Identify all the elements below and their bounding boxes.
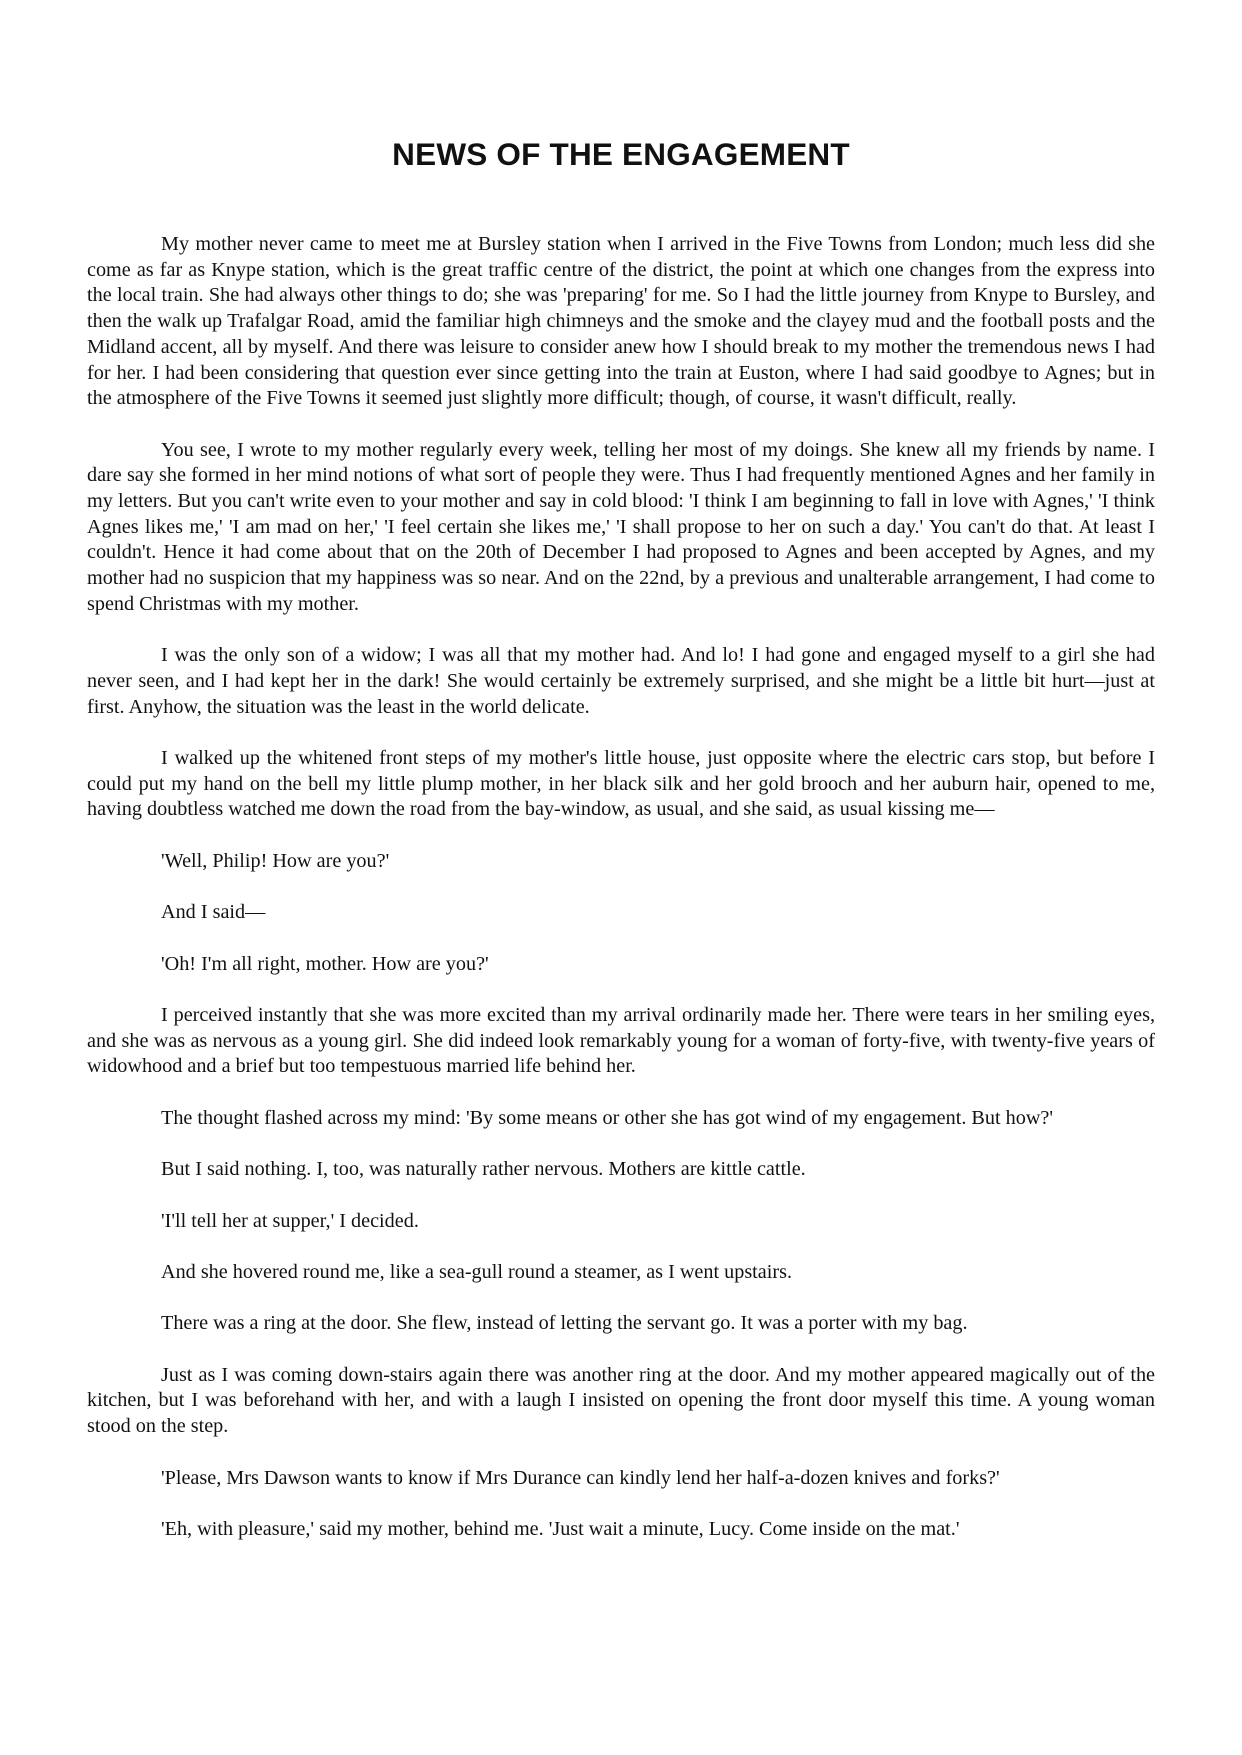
chapter-body bbox=[87, 232, 1155, 1543]
paragraph: And I said— bbox=[161, 901, 266, 924]
paragraph: There was a ring at the door. She flew, instead of letting the servant go. It was a porter with my bag. bbox=[161, 1312, 968, 1335]
paragraph: 'Eh, with pleasure,' said my mother, behind me. 'Just wait a minute, Lucy. Come inside on the mat.' bbox=[161, 1517, 960, 1540]
paragraph: 'Please, Mrs Dawson wants to know if Mrs Durance can kindly lend her half-a-dozen knives and forks?' bbox=[161, 1466, 1000, 1489]
paragraph: 'Oh! I'm all right, mother. How are you?' bbox=[161, 952, 489, 975]
paragraph: But I said nothing. I, too, was naturally rather nervous. Mothers are kittle cattle. bbox=[161, 1158, 806, 1181]
paragraph: I perceived instantly that she was more excited than my arrival ordinarily made her. There were tears in her smiling eyes, and she was as nervous as a young girl. She did indeed look remarkably young for a woman of forty-five, with twenty-five years of widowhood and a brief but too tempestuous married life behind her. bbox=[87, 1003, 1155, 1078]
paragraph: My mother never came to meet me at Bursley station when I arrived in the Five Towns from London; much less did she come as far as Knype station, which is the great traffic centre of the district, the point at which one changes from the express into the local train. She had always other things to do; she was 'preparing' for me. So I had the little journey from Knype to Bursley, and then the walk up Trafalgar Road, amid the familiar high chimneys and the smoke and the clayey mud and the football posts and the Midland accent, all by myself. And there was leisure to consider anew how I should break to my mother the tremendous news I had for her. I had been considering that question ever since getting into the train at Euston, where I had said goodbye to Agnes; but in the atmosphere of the Five Towns it seemed just slightly more difficult; though, of course, it wasn't difficult, really. bbox=[87, 233, 1155, 410]
chapter-title: NEWS OF THE ENGAGEMENT bbox=[392, 136, 850, 172]
paragraph: Just as I was coming down-stairs again there was another ring at the door. And my mother appeared magically out of the kitchen, but I was beforehand with her, and with a laugh I insisted on opening the front door myself this time. A young woman stood on the step. bbox=[87, 1363, 1155, 1438]
paragraph: I walked up the whitened front steps of my mother's little house, just opposite where the electric cars stop, but before I could put my hand on the bell my little plump mother, in her black silk and her gold brooch and her auburn hair, opened to me, having doubtless watched me down the road from the bay-window, as usual, and she said, as usual kissing me— bbox=[87, 747, 1155, 821]
paragraph: 'I'll tell her at supper,' I decided. bbox=[161, 1209, 419, 1232]
paragraph: You see, I wrote to my mother regularly every week, telling her most of my doings. She knew all my friends by name. I dare say she formed in her mind notions of what sort of people they were. Thus I had frequently mentioned Agnes and her family in my letters. But you can't write even to your mother and say in cold blood: 'I think I am beginning to fall in love with Agnes,' 'I think Agnes likes me,' 'I am mad on her,' 'I feel certain she likes me,' 'I shall propose to her on such a day.' You can't do that. At least I couldn't. Hence it had come about that on the 20th of December I had proposed to Agnes and been accepted by Agnes, and my mother had no suspicion that my happiness was so near. And on the 22nd, by a previous and unalterable arrangement, I had come to spend Christmas with my mother. bbox=[87, 438, 1155, 615]
paragraph: The thought flashed across my mind: 'By some means or other she has got wind of my engagement. But how?' bbox=[161, 1106, 1053, 1129]
paragraph: And she hovered round me, like a sea-gull round a steamer, as I went upstairs. bbox=[161, 1260, 792, 1283]
paragraph: 'Well, Philip! How are you?' bbox=[161, 849, 390, 872]
paragraph: I was the only son of a widow; I was all that my mother had. And lo! I had gone and engaged myself to a girl she had never seen, and I had kept her in the dark! She would certainly be extremely surprised, and she might be a little bit hurt—just at first. Anyhow, the situation was the least in the world delicate. bbox=[87, 644, 1155, 718]
